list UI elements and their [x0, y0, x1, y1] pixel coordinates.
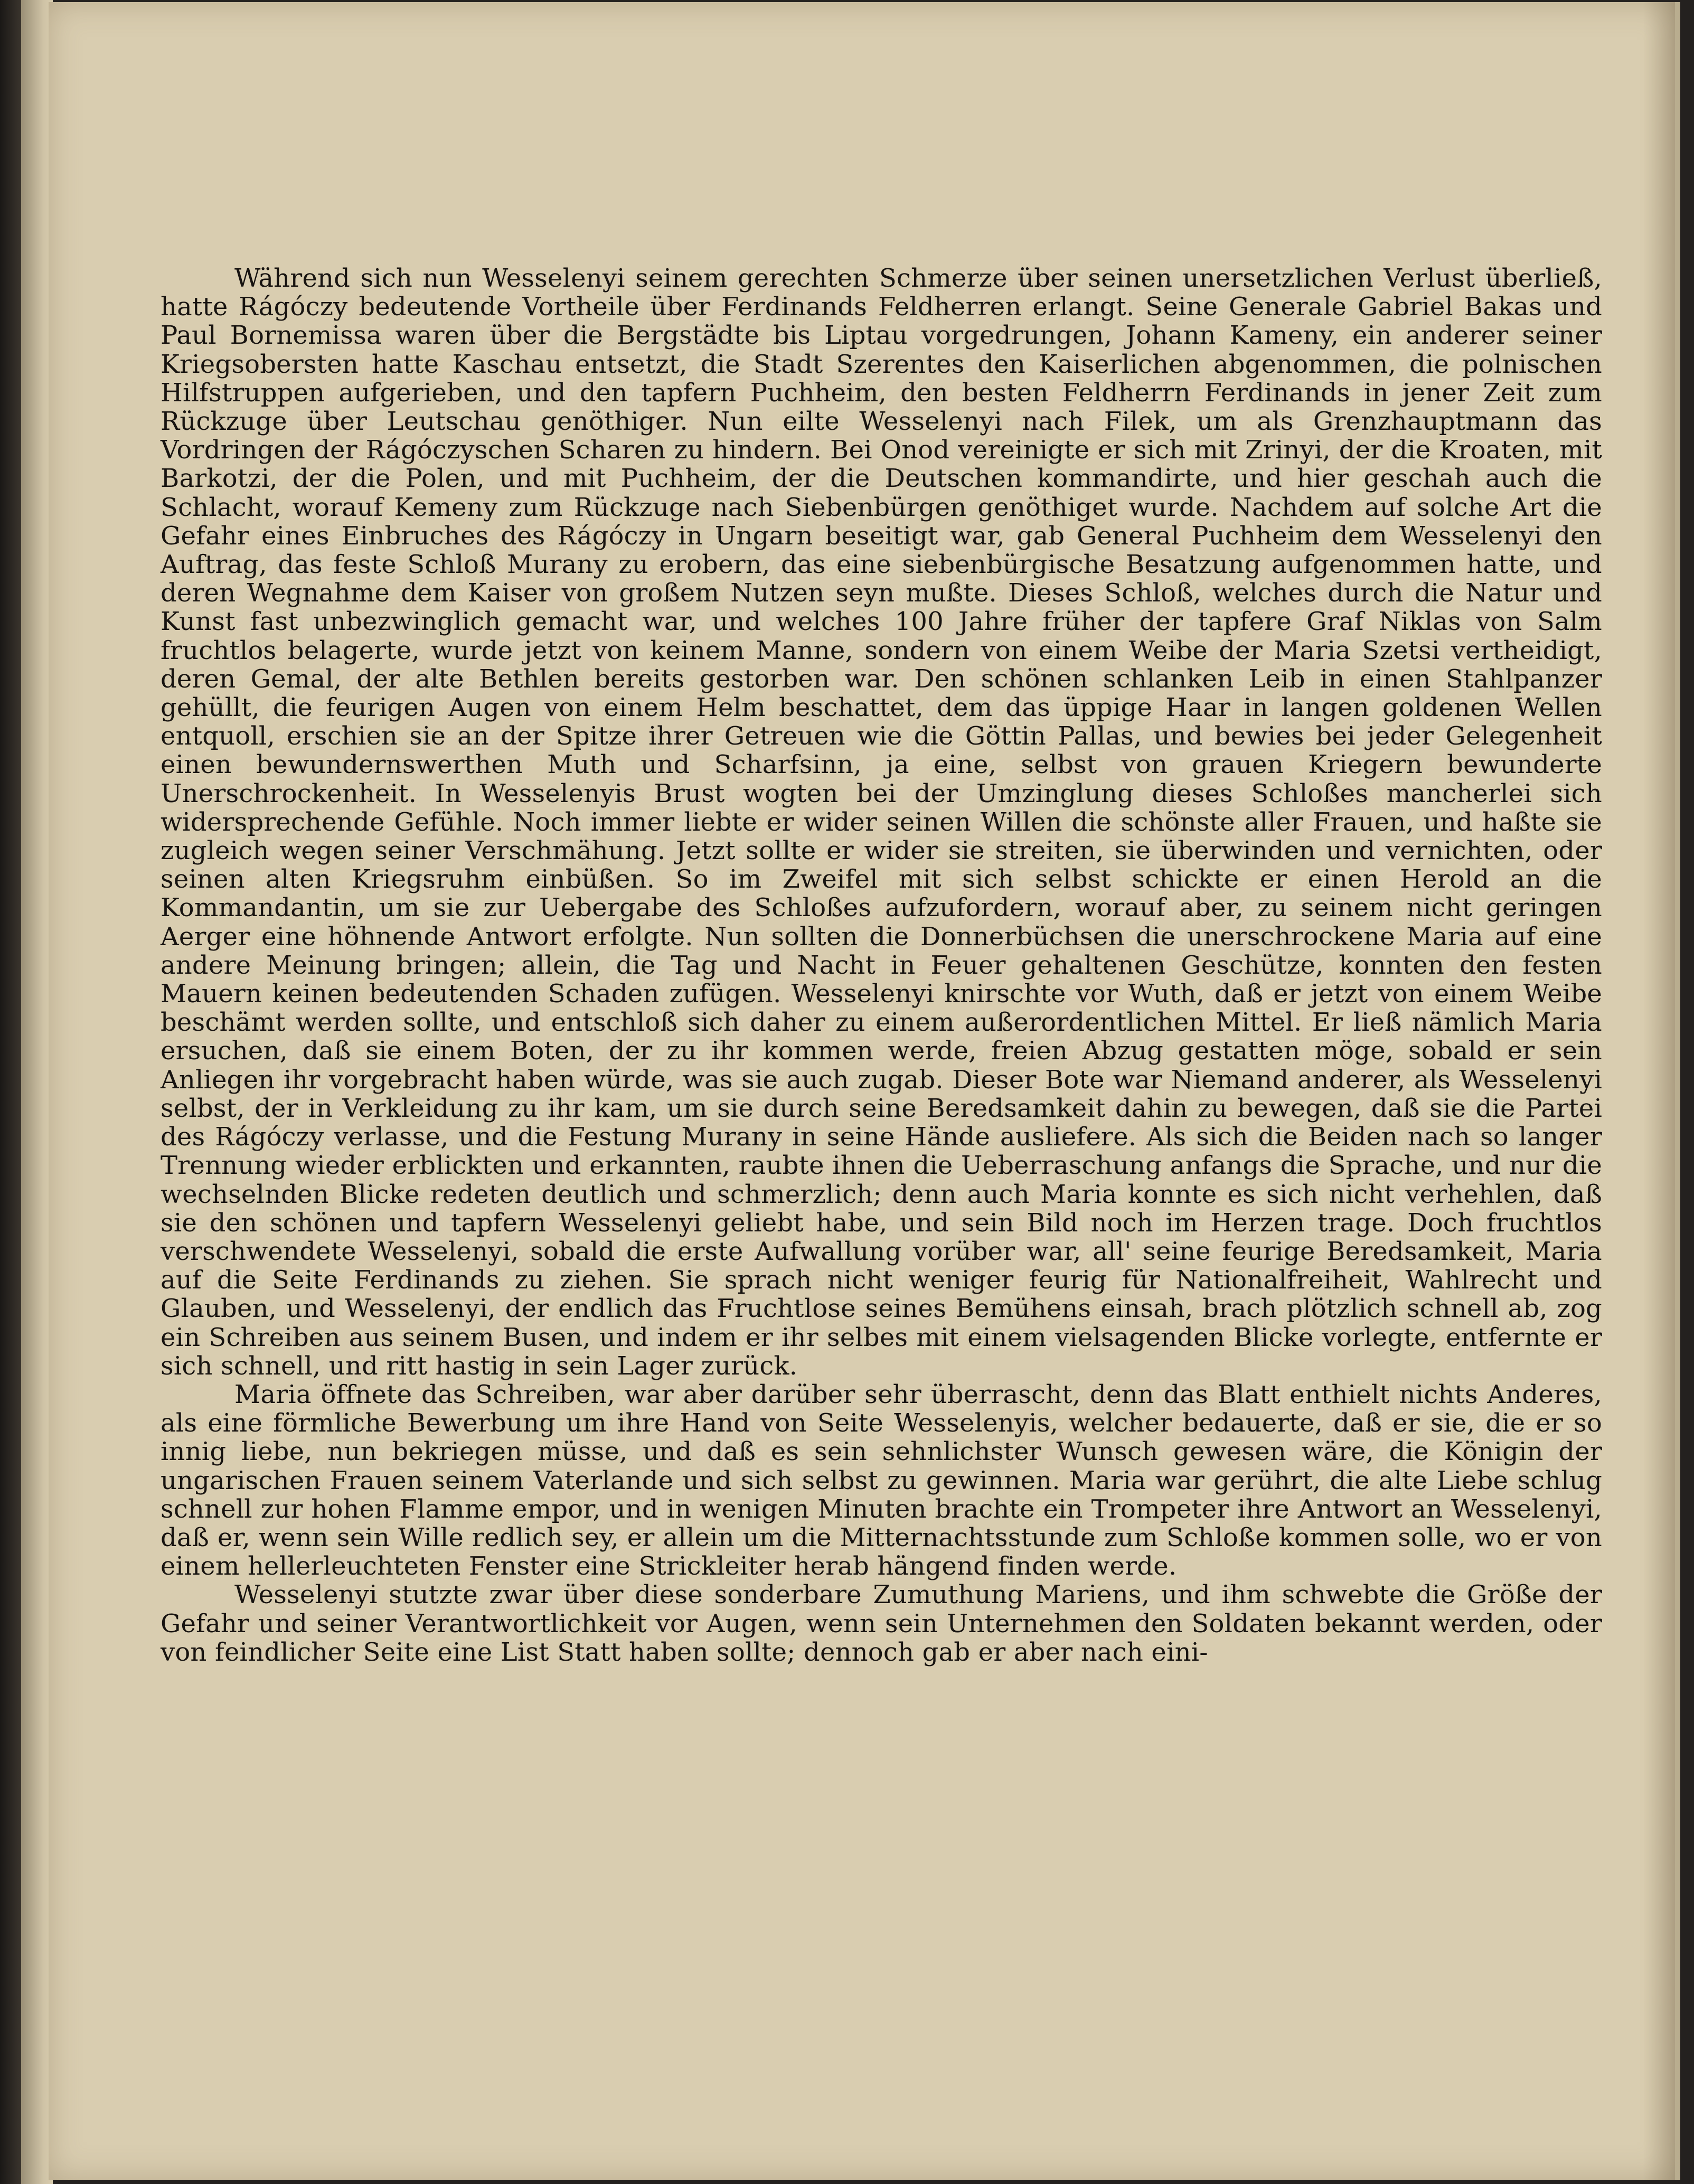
paragraph-3: Wesselenyi stutzte zwar über diese sonderbare Zumuthung Mariens, und ihm schwebte die Größe der Gefahr und seiner Verantwortlichkeit vor Augen, wenn sein Unternehmen den Soldaten bekannt werden, oder von feindlicher Seite eine List Statt haben sollte; dennoch gab er aber nach eini- — [161, 1580, 1602, 1667]
paragraph-1: Während sich nun Wesselenyi seinem gerechten Schmerze über seinen unersetzlichen Verlust überließ, hatte Rágóczy bedeutende Vortheile über Ferdinands Feldherren erlangt. Seine Generale Gabriel Bakas und Paul Bornemissa waren über die Bergstädte bis Liptau vorgedrungen, Johann Kameny, ein anderer seiner Kriegsobersten hatte Kaschau entsetzt, die Stadt Szerentes den Kaiserlichen abgenommen, die polnischen Hilfstruppen aufgerieben, und den tapfern Puchheim, den besten Feldherrn Ferdinands in jener Zeit zum Rückzuge über Leutschau genöthiger. Nun eilte Wesselenyi nach Filek, um als Grenzhauptmann das Vordringen der Rágóczyschen Scharen zu hindern. Bei Onod vereinigte er sich mit Zrinyi, der die Kroaten, mit Barkotzi, der die Polen, und mit Puchheim, der die Deutschen kommandirte, und hier geschah auch die Schlacht, worauf Kemeny zum Rückzuge nach Siebenbürgen genöthiget wurde. Nachdem auf solche Art die Gefahr eines Einbruches des Rágóczy in Ungarn beseitigt war, gab General Puchheim dem Wesselenyi den Auftrag, das feste Schloß Murany zu erobern, das eine siebenbürgische Besatzung aufgenommen hatte, und deren Wegnahme dem Kaiser von großem Nutzen seyn mußte. Dieses Schloß, welches durch die Natur und Kunst fast unbezwinglich gemacht war, und welches 100 Jahre früher der tapfere Graf Niklas von Salm fruchtlos belagerte, wurde jetzt von keinem Manne, sondern von einem Weibe der Maria Szetsi vertheidigt, deren Gemal, der alte Bethlen bereits gestorben war. Den schönen schlanken Leib in einen Stahlpanzer gehüllt, die feurigen Augen von einem Helm beschattet, dem das üppige Haar in langen goldenen Wellen entquoll, erschien sie an der Spitze ihrer Getreuen wie die Göttin Pallas, und bewies bei jeder Gelegenheit einen bewundernswerthen Muth und Scharfsinn, ja eine, selbst von grauen Kriegern bewunderte Unerschrockenheit. In Wesselenyis Brust wogten bei der Umzinglung dieses Schloßes mancherlei sich widersprechende Gefühle. Noch immer liebte er wider seinen Willen die schönste aller Frauen, und haßte sie zugleich wegen seiner Verschmähung. Jetzt sollte er wider sie streiten, sie überwinden und vernichten, oder seinen alten Kriegsruhm einbüßen. So im Zweifel mit sich selbst schickte er einen Herold an die Kommandantin, um sie zur Uebergabe des Schloßes aufzufordern, worauf aber, zu seinem nicht geringen Aerger eine höhnende Antwort erfolgte. Nun sollten die Donnerbüchsen die unerschrockene Maria auf eine andere Meinung bringen; allein, die Tag und Nacht in Feuer gehaltenen Geschütze, konnten den festen Mauern keinen bedeutenden Schaden zufügen. Wesselenyi knirschte vor Wuth, daß er jetzt von einem Weibe beschämt werden sollte, und entschloß sich daher zu einem außerordentlichen Mittel. Er ließ nämlich Maria ersuchen, daß sie einem Boten, der zu ihr kommen werde, freien Abzug gestatten möge, sobald er sein Anliegen ihr vorgebracht haben würde, was sie auch zugab. Dieser Bote war Niemand anderer, als Wesselenyi selbst, der in Verkleidung zu ihr kam, um sie durch seine Beredsamkeit dahin zu bewegen, daß sie die Partei des Rágóczy verlasse, und die Festung Murany in seine Hände ausliefere. Als sich die Beiden nach so langer Trennung wieder erblickten und erkannten, raubte ihnen die Ueberraschung anfangs die Sprache, und nur die wechselnden Blicke redeten deutlich und schmerzlich; denn auch Maria konnte es sich nicht verhehlen, daß sie den schönen und tapfern Wesselenyi geliebt habe, und sein Bild noch im Herzen trage. Doch fruchtlos verschwendete Wesselenyi, sobald die erste Aufwallung vorüber war, all' seine feurige Beredsamkeit, Maria auf die Seite Ferdinands zu ziehen. Sie sprach nicht weniger feurig für Nationalfreiheit, Wahlrecht und Glauben, und Wesselenyi, der endlich das Fruchtlose seines Bemühens einsah, brach plötzlich schnell ab, zog ein Schreiben aus seinem Busen, und indem er ihr selbes mit einem vielsagenden Blicke vorlegte, entfernte er sich schnell, und ritt hastig in sein Lager zurück. — [161, 263, 1602, 1381]
book-spine — [0, 0, 21, 2184]
paragraph-2: Maria öffnete das Schreiben, war aber darüber sehr überrascht, denn das Blatt enthielt nichts Anderes, als eine förmliche Bewerbung um ihre Hand von Seite Wesselenyis, welcher bedauerte, daß er sie, die er so innig liebe, nun bekriegen müsse, und daß es sein sehnlichster Wunsch gewesen wäre, die Königin der ungarischen Frauen seinem Vaterlande und sich selbst zu gewinnen. Maria war gerührt, die alte Liebe schlug schnell zur hohen Flamme empor, und in wenigen Minuten brachte ein Trompeter ihre Antwort an Wesselenyi, daß er, wenn sein Wille redlich sey, er allein um die Mitternachtsstunde zum Schloße kommen solle, wo er von einem hellerleuchteten Fenster eine Strickleiter herab hängend finden werde. — [161, 1379, 1602, 1581]
page-edge — [21, 0, 53, 2184]
page-shade — [1643, 2, 1675, 2180]
body-text — [161, 264, 1602, 1667]
